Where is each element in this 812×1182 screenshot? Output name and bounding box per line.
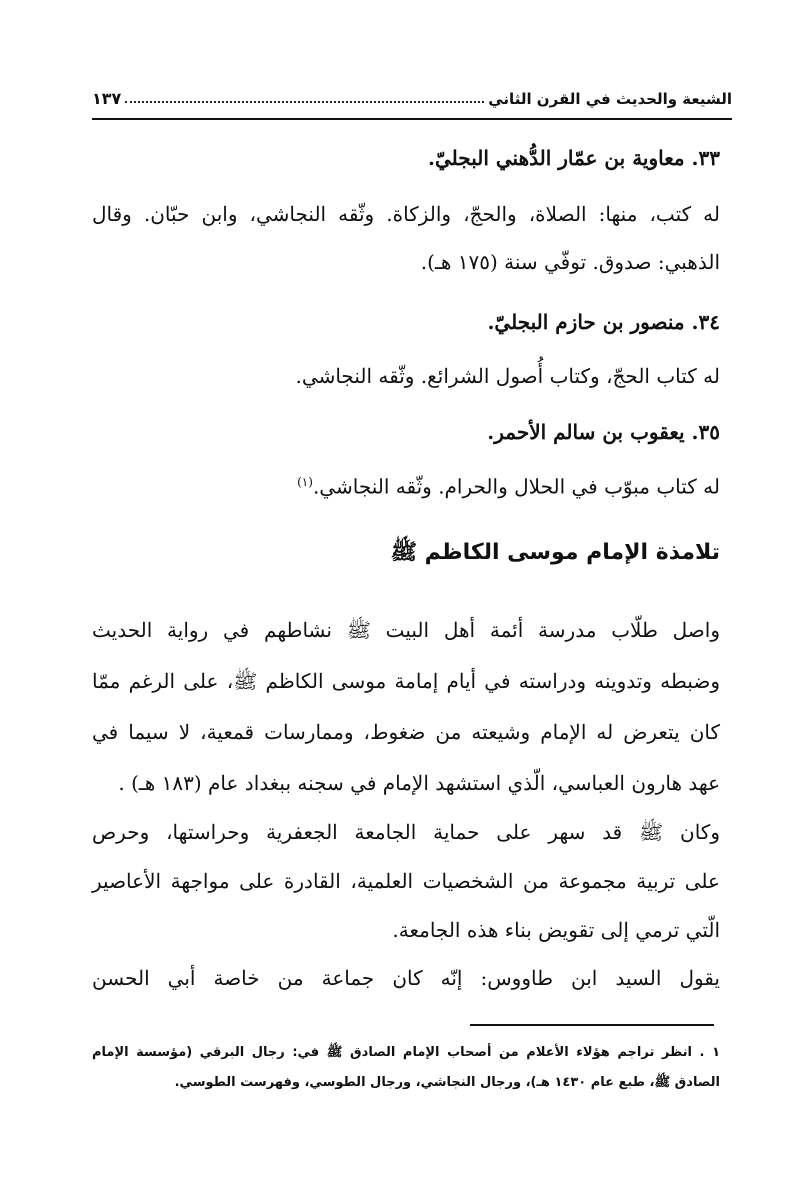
entry-text (297, 476, 720, 497)
header-rule (92, 118, 732, 120)
paragraph-line: كان يتعرض له الإمام وشيعته من ضغوط، وممارسات قمعية، لا سيما في (92, 720, 720, 744)
paragraph-line: على تربية مجموعة من الشخصيات العلمية، القادرة على مواجهة الأعاصير (92, 869, 720, 893)
footnote-line: ١ . انظر تراجم هؤلاء الأعلام من أصحاب الإمام الصادق ﷺ في: رجال البرقي (مؤسسة الإمام (92, 1045, 720, 1060)
section-title: تلامذة الإمام موسى الكاظم ﷺ (390, 540, 720, 565)
running-header (92, 72, 732, 108)
paragraph-line: يقول السيد ابن طاووس: إنّه كان جماعة من خاصة أبي الحسن (92, 966, 720, 990)
entry-text-body: له كتاب مبوّب في الحلال والحرام. وثّقه النجاشي. (312, 474, 720, 499)
paragraph-line: وكان ﷺ قد سهر على حماية الجامعة الجعفرية وحراستها، وحرص (92, 820, 720, 844)
paragraph-line: عهد هارون العباسي، الّذي استشهد الإمام في سجنه ببغداد عام (١٨٣ هـ) . (118, 771, 720, 795)
entry-text: له كتاب الحجّ، وكتاب أُصول الشرائع. وثّقه النجاشي. (295, 364, 720, 388)
footnote-reference: (١) (297, 475, 313, 489)
entry-heading: ٣٤. منصور بن حازم البجليّ. (487, 310, 720, 334)
header-title: الشيعة والحديث في القرن الثاني (488, 90, 732, 108)
footnote-line: الصادق ﷺ، طبع عام ١٤٣٠ هـ)، ورجال النجاشي، ورجال الطوسي، وفهرست الطوسي. (174, 1075, 720, 1090)
entry-heading: ٣٥. يعقوب بن سالم الأحمر. (487, 420, 720, 444)
paragraph-line: الّتي ترمي إلى تقويض بناء هذه الجامعة. (392, 918, 720, 942)
paragraph-line: وضبطه وتدوينه ودراسته في أيام إمامة موسى الكاظم ﷺ، على الرغم ممّا (92, 669, 720, 693)
header-dot-leader (125, 101, 484, 103)
paragraph-line: واصل طلّاب مدرسة أئمة أهل البيت ﷺ نشاطهم في رواية الحديث (92, 618, 720, 642)
entry-heading: ٣٣. معاوية بن عمّار الدُّهني البجليّ. (428, 146, 720, 170)
entry-text: له كتب، منها: الصلاة، والحجّ، والزكاة. وثّقه النجاشي، وابن حبّان. وقال (92, 202, 720, 226)
entry-text: الذهبي: صدوق. توفّي سنة (١٧٥ هـ). (420, 250, 720, 274)
footnote-rule (470, 1024, 714, 1026)
page-number: ١٣٧ (92, 89, 122, 108)
